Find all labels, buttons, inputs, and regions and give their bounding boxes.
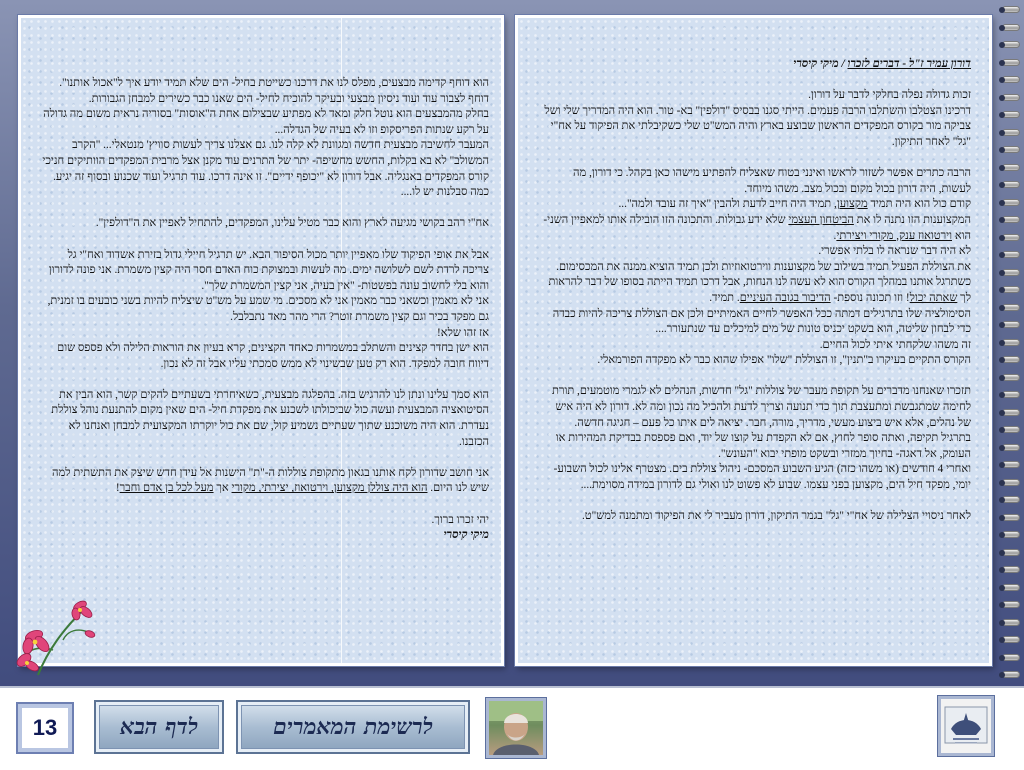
spiral-hole [999, 672, 1005, 678]
left-page [18, 15, 504, 666]
spiral-hole [999, 462, 1005, 468]
spiral-hole [999, 7, 1005, 13]
p2-underline-professional: מקצוען [836, 198, 868, 211]
spiral-ring [1002, 409, 1020, 416]
p2-text-f: . תמיד. הסימולציה שלו בתרגילים דמתה ככל האפשר לחיים האמיתיים ולכן אם הצוללת צריכה להיות כבדה כדי לבחון שליטה, הוא בשקט יכניס טונות של מים למיכלים עד שנתעורר.... זה משהו שלקחתי איתי לכול החיים. הקורס התקיים בעיקרו ב"תנין", זו הצוללת "שלו" אפילו שהוא כבר לא מפקדה הפורמאלי. [552, 291, 971, 367]
spiral-ring [1002, 549, 1020, 556]
spiral-ring [1002, 601, 1020, 608]
spiral-hole [999, 445, 1005, 451]
left-paragraph-4: הוא סמך עלינו ונתן לנו להרגיש בזה. בהפלגה מבצעית, כשאיחרתי בשעתיים להקים קשר, הוא הבין את הסיטואציה המבצעית ועשה כול שביכולתו לשכנע את מפקדת חיל- הים שאין מקום להתנעת נוהל צוללת נעדרת. הוא היה משוכנע שתוך שעתיים נשמיע קול, שם את כול יוקרתו המקצועית למבחן ואנחנו לא הכזבנו. [51, 388, 489, 448]
spiral-ring [1002, 41, 1020, 48]
spiral-hole [999, 42, 1005, 48]
spiral-ring [1002, 76, 1020, 83]
emblem-icon [941, 699, 991, 753]
spiral-hole [999, 322, 1005, 328]
spiral-hole [999, 480, 1005, 486]
spiral-ring [1002, 636, 1020, 643]
spiral-ring [1002, 321, 1020, 328]
spiral-hole [999, 567, 1005, 573]
right-paragraph-3: תזכרו שאנחנו מדברים על תקופת מעבר של צוללות "גל" חדשות, הנהלים לא לגמרי מוטמעים, תורת לחימה שמתגבשת ומתעצבת תוך כדי תנועה וצריך לדעת ולהכיל מה נכון ומה לא. דורון לא היה איש של נהלים, אלא איש ביצוע מעשי, מדריך, מורה, חבר. יציאה לים איתו כל פעם – חגיגה חדשה. בתרגיל תקיפה, ואתה סופר לחוץ, אם לא הקפדת על קוצו של יוד, ואם פספסת בבדיקת המהירות או העומק, אל דאגה- בחיוך ממזרי ובשקט מופתי יבוא "העונש". ואחרי 4 חודשים (או משהו כזה) הגיע השבוע המסכם- ניהול צוללת בים. מצטרף אלינו לכול השבוע- יומי, מפקד חיל הים, מקצוען בפני עצמו. שבוע לא פשוט לנו ואולי גם לדורון במידה מסוימת.... [552, 385, 971, 492]
spiral-ring [1002, 531, 1020, 538]
spiral-hole [999, 112, 1005, 118]
right-page [515, 15, 992, 666]
spiral-ring [1002, 286, 1020, 293]
right-paragraph-1: זכות גדולה נפלה בחלקי לדבר על דורון. דרכינו הצטלבו והשתלבו הרבה פעמים. הייתי סגנו בבסיס "דולפין" בא- טור. הוא היה המדריך שלי ושל צביקה מור בקורס המפקדים הראשון שבוצע בארץ והיה המש"ט שלי כשקיבלתי את הפיקוד על אח"י "גל" לאחר התיקון. [544, 89, 971, 148]
spiral-ring [1002, 129, 1020, 136]
flower-decoration-icon [8, 590, 108, 680]
p2-text-c: שלא ידע גבולות. והתכונה הזו הובילה אותו למאפיין השני- הוא [543, 213, 971, 242]
spiral-ring [1002, 374, 1020, 381]
spiral-ring [1002, 94, 1020, 101]
spiral-hole [999, 95, 1005, 101]
author-photo [486, 698, 546, 758]
spiral-ring [1002, 234, 1020, 241]
spiral-ring [1002, 199, 1020, 206]
spiral-ring [1002, 111, 1020, 118]
spiral-ring [1002, 654, 1020, 661]
spiral-hole [999, 392, 1005, 398]
articles-list-button[interactable]: לרשימת המאמרים [236, 700, 470, 754]
spiral-binding [998, 0, 1024, 688]
spiral-ring [1002, 59, 1020, 66]
spiral-ring [1002, 269, 1020, 276]
spiral-hole [999, 182, 1005, 188]
spiral-hole [999, 427, 1005, 433]
spiral-hole [999, 200, 1005, 206]
navy-logo [938, 696, 994, 756]
spiral-hole [999, 357, 1005, 363]
spiral-ring [1002, 444, 1020, 451]
spiral-ring [1002, 566, 1020, 573]
next-page-button[interactable]: לדף הבא [94, 700, 224, 754]
final-link-human: מעל לכל בן אדם וחבר [119, 482, 214, 495]
spiral-hole [999, 270, 1005, 276]
spiral-ring [1002, 164, 1020, 171]
left-paragraph-1: הוא דוחף קדימה מבצעים, מפלס לנו את דרכנו כשייטת בחיל- הים שלא תמיד יודע איך ל"אכול אותנו". דוחף לצבור עוד ועוד ניסיון מבצעי ובעיקר להוכיח לחיל- הים שאנו כבר כשירים למבחן הגבורות. בחלק מהמבצעים הוא נוטל חלק ומאד לא מפתיע שבצילום אחת ה"אוסות" בסוריה נראית משום מה גדולה על רקע שנתות הפריסקופ וזו לא בעיה של הגדלה... המעבר לחשיבה מבצעית חדשה ומגוונת לא קלה לנו. גם אצלנו צריך לעשות סוויץ' מנטאלי... "הקרב המשולב" לא בא בקלות, החשש מחשיפה- יתר של התרנים עוד מקנן אצל מרבית המפקדים הוותיקים חניכי קורס המפקדים באנגליה. אבל דורון לא "יכופף ידיים". זו אינה דרכו. עוד תרגיל ועוד שכנוע ובסוף זה יגיע. כמה סבלנות יש לו.... [42, 77, 489, 199]
spiral-ring [1002, 461, 1020, 468]
left-paragraph-2: אח"י רהב בקושי מגיעה לארץ והוא כבר מטיל עלינו, המפקדים, להתחיל לאפיין את ה"דולפין". [95, 217, 489, 230]
p2-text-b: , תמיד היה חייב לדעת ולהבין "איך זה עובד ולמה"... המקצוענות הזו נתנה לו את [618, 198, 971, 226]
spiral-hole [999, 287, 1005, 293]
spiral-hole [999, 25, 1005, 31]
signature: מיקי קיסרי [443, 529, 489, 542]
page-number: 13 [18, 704, 72, 752]
p2-text-e: ! וזו תכונה נוספת- [830, 291, 910, 304]
spiral-ring [1002, 6, 1020, 13]
spiral-hole [999, 165, 1005, 171]
p2-underline-you-can: שאתה יכול [909, 291, 958, 304]
spiral-ring [1002, 496, 1020, 503]
spiral-hole [999, 340, 1005, 346]
left-paragraph-3: אבל את אופי הפיקוד שלו מאפיין יותר מכול הסיפור הבא. יש תרגיל חיילי גדול בזירת אשדוד ואח"י גל צריכה לרדת לשם לשלושה ימים. מה לעשות ובמצוקת כוח האדם חסר היה קצין משמרת. אני פונה לדורון והוא בלי לחשוב עונה בפשטות- "אין בעיה, אני קצין המשמרת שלך". אני לא מאמין וכשאני כבר מאמין אני לא מסכים. מי שמע על מש"ט שיצליח להיות בשני כובעים בו זמנית, גם מפקד בכיר וגם קצין משמרת זוטר? הרי מהר מאד נתבלבל. אז זהו שלא! הוא ישן בחדר קצינים והשתלב במשמרות כאחד הקצינים, קרא בעיון את הוראות הלילה ולא פספס שום דיווח חובה למפקד. הוא רק טען שבשינוי לא ממש סמכתי עליו אבל זה לא נכון. [47, 248, 489, 370]
spiral-hole [999, 77, 1005, 83]
spiral-hole [999, 655, 1005, 661]
portrait-icon [489, 701, 543, 755]
p2-underline-virtuoso: וירטואוז ענק, מקורי ויצירתי [836, 229, 952, 242]
spiral-hole [999, 602, 1005, 608]
p2-text-a: הרבה כתרים אפשר לשזור לראשו ואינני בטוח שאצליח להפתיע מישהו כאן בקהל. כי דורון, מה לעשות, היה דורון בכול מקום ובכול מצב. משהו מיוחד. קודם כול הוא היה תמיד [573, 167, 971, 211]
spiral-ring [1002, 216, 1020, 223]
article-title-link[interactable]: דורון עמיר ז"ל - דברים לזכרו [847, 58, 971, 70]
left-page-text [41, 76, 489, 544]
spiral-ring [1002, 514, 1020, 521]
final-text-before: אני חושב שדורון לקח אותנו בגאון מתקופת צוללות ה-"ת" הישנות אל עידן חדש שיצק את התשתית למה שיש לנו היום. [52, 466, 489, 495]
right-page-text [540, 57, 971, 540]
spiral-hole [999, 217, 1005, 223]
p2-text-d: . לא היה דבר שנראה לו בלתי אפשרי. את הצוללת הפעיל תמיד בשילוב של מקצוענות ווירטואוזיות ולכן תמיד הוציא ממנה את המכסימום. כשתרגל אותנו במהלך הקורס הוא לא עשה לנו הנחות, אבל דרכו תמיד הייתה בסופו של דבר להראות לך [548, 229, 971, 304]
spiral-hole [999, 147, 1005, 153]
spiral-ring [1002, 356, 1020, 363]
right-paragraph-4: לאחר ניסויי הצלילה של אח"י "גל" בגמר התיקון, דורון מעביר לי את הפיקוד ומתמנה למש"ט. [581, 510, 971, 523]
final-text-middle: אך [213, 482, 232, 495]
spiral-ring [1002, 426, 1020, 433]
spiral-hole [999, 585, 1005, 591]
spiral-ring [1002, 619, 1020, 626]
final-text-after: ! [115, 482, 120, 495]
spiral-ring [1002, 671, 1020, 678]
spiral-ring [1002, 391, 1020, 398]
spiral-ring [1002, 181, 1020, 188]
spiral-hole [999, 252, 1005, 258]
bottom-navigation-bar [0, 686, 1024, 770]
spiral-ring [1002, 251, 1020, 258]
p2-underline-confidence: הביטחון העצמי [788, 213, 854, 226]
spiral-hole [999, 637, 1005, 643]
spiral-ring [1002, 24, 1020, 31]
spiral-ring [1002, 479, 1020, 486]
spiral-hole [999, 532, 1005, 538]
spiral-ring [1002, 304, 1020, 311]
spiral-ring [1002, 146, 1020, 153]
spiral-hole [999, 515, 1005, 521]
spiral-hole [999, 497, 1005, 503]
p2-underline-eye-level: הדיבור בגובה העיניים [739, 291, 831, 304]
spiral-hole [999, 410, 1005, 416]
spiral-hole [999, 60, 1005, 66]
spiral-hole [999, 375, 1005, 381]
article-author: / מיקי קיסרי [793, 58, 848, 70]
spiral-hole [999, 550, 1005, 556]
spiral-ring [1002, 584, 1020, 591]
spiral-ring [1002, 339, 1020, 346]
spiral-hole [999, 130, 1005, 136]
final-link-professional: הוא היה צוללן מקצוען, וירטואוז, יצירתי, מקורי [231, 482, 428, 495]
closing-line: יהי זכרו ברוך. [431, 513, 489, 526]
spiral-hole [999, 620, 1005, 626]
spiral-hole [999, 235, 1005, 241]
article-title [540, 57, 971, 73]
spiral-hole [999, 305, 1005, 311]
left-final-paragraph [41, 466, 489, 497]
right-paragraph-2 [540, 166, 971, 369]
